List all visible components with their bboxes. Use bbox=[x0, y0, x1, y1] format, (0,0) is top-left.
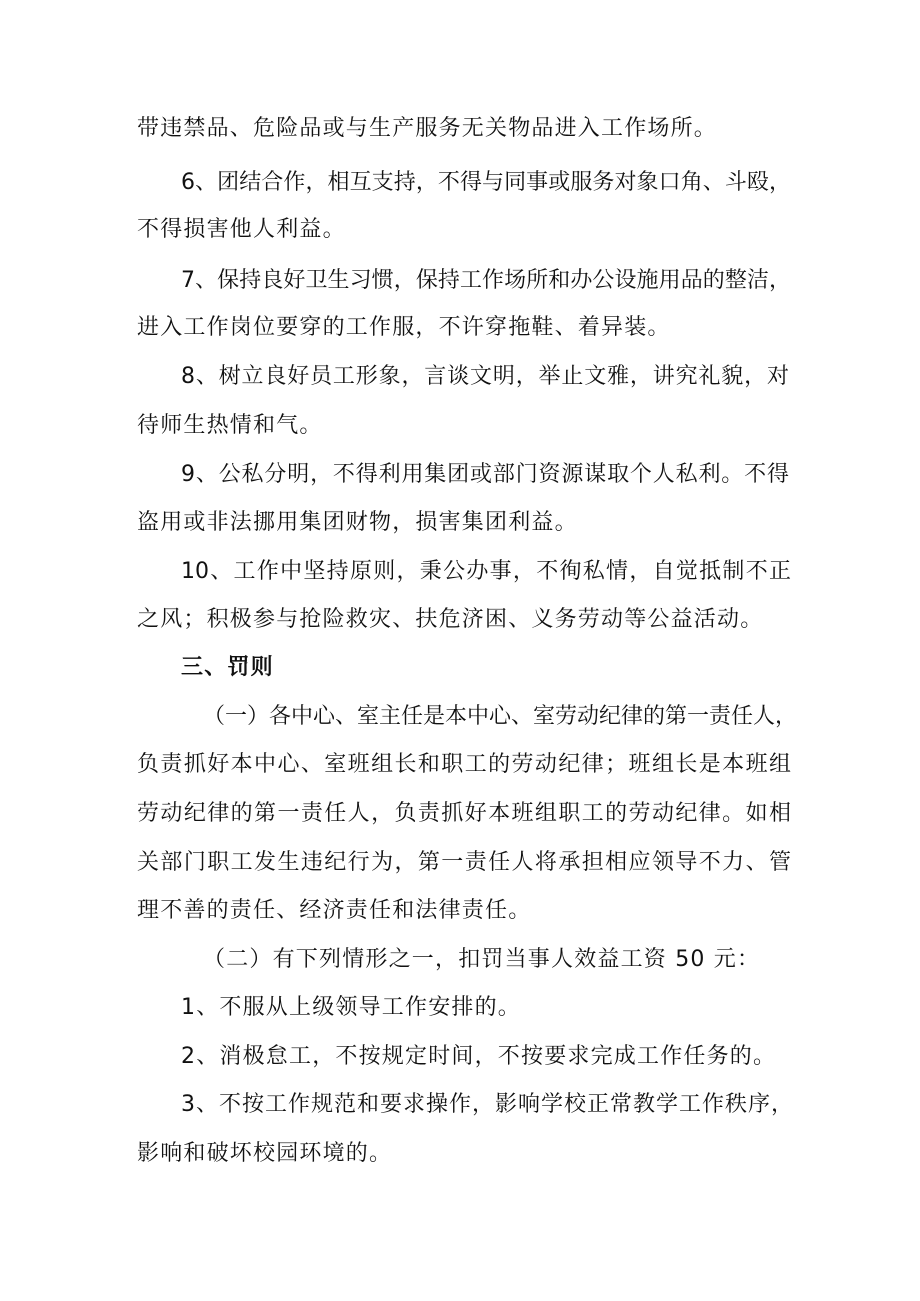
text-line: 待师生热情和气。 bbox=[137, 413, 323, 438]
text-line: 理不善的责任、经济责任和法律责任。 bbox=[137, 898, 532, 923]
text-line: 带违禁品、危险品或与生产服务无关物品进入工作场所。 bbox=[137, 116, 718, 141]
text-line: 10、工作中坚持原则，秉公办事，不徇私情，自觉抵制不正 bbox=[181, 559, 791, 584]
text-line: 之风；积极参与抢险救灾、扶危济困、义务劳动等公益活动。 bbox=[137, 607, 764, 632]
text-line: 8、树立良好员工形象，言谈文明，举止文雅，讲究礼貌，对 bbox=[181, 364, 789, 389]
text-line: 盗用或非法挪用集团财物，损害集团利益。 bbox=[137, 510, 578, 535]
text-line: 负责抓好本中心、室班组长和职工的劳动纪律；班组长是本班组 bbox=[137, 752, 791, 777]
text-line: （一）各中心、室主任是本中心、室劳动纪律的第一责任人， bbox=[203, 704, 798, 729]
text-line: 进入工作岗位要穿的工作服，不许穿拖鞋、着异装。 bbox=[137, 315, 671, 340]
text-line: 3、不按工作规范和要求操作，影响学校正常教学工作秩序， bbox=[181, 1092, 793, 1117]
text-line: 关部门职工发生违纪行为，第一责任人将承担相应领导不力、管 bbox=[137, 850, 791, 875]
text-line: 2、消极怠工，不按规定时间，不按要求完成工作任务的。 bbox=[181, 1044, 777, 1069]
text-line: 劳动纪律的第一责任人，负责抓好本班组职工的劳动纪律。如相 bbox=[137, 801, 791, 826]
text-line: 不得损害他人利益。 bbox=[137, 217, 346, 242]
section-heading: 三、罚则 bbox=[181, 655, 274, 680]
text-line: 影响和破坏校园环境的。 bbox=[137, 1141, 393, 1166]
text-line: 6、团结合作，相互支持，不得与同事或服务对象口角、斗殴， bbox=[181, 170, 791, 195]
text-line: 7、保持良好卫生习惯，保持工作场所和办公设施用品的整洁， bbox=[181, 268, 791, 293]
text-line: 9、公私分明，不得利用集团或部门资源谋取个人私利。不得 bbox=[181, 462, 789, 487]
text-line: 1、不服从上级领导工作安排的。 bbox=[181, 995, 521, 1020]
text-line: （二）有下列情形之一，扣罚当事人效益工资 50 元： bbox=[203, 947, 761, 972]
